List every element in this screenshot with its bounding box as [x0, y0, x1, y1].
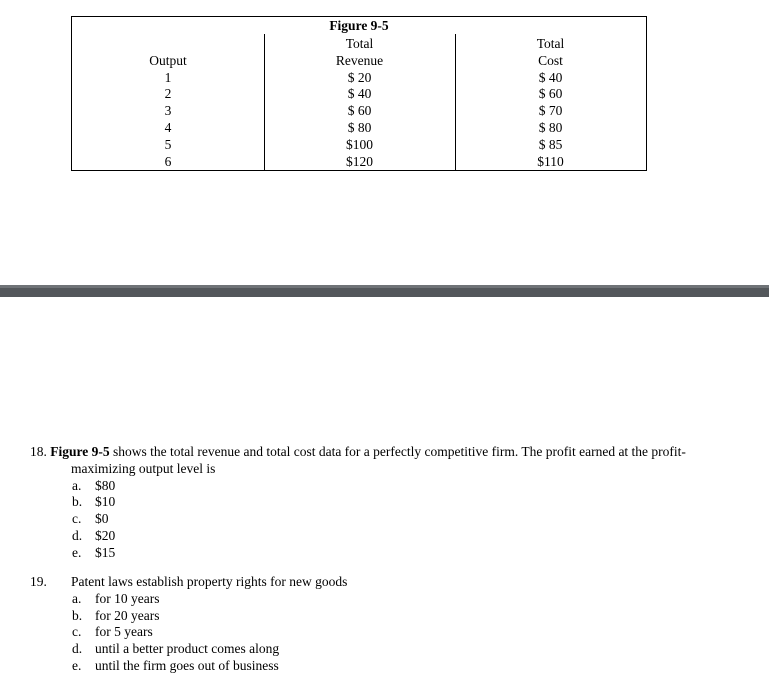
- table-cell: $ 80: [347, 119, 372, 135]
- question-stem: [30, 444, 750, 478]
- page-separator-bar: [0, 285, 769, 297]
- table-cell: $ 80: [538, 119, 563, 135]
- figure-title: Figure 9-5: [329, 18, 389, 33]
- table-cell: $ 60: [538, 86, 563, 102]
- option-letter: c.: [72, 511, 82, 527]
- option-text: for 20 years: [95, 607, 160, 623]
- column-header-line: Revenue: [335, 52, 384, 68]
- question-number: 18.: [30, 444, 47, 459]
- option-letter: e.: [72, 544, 82, 560]
- option-letter: a.: [72, 590, 82, 606]
- answer-option[interactable]: [30, 591, 750, 608]
- table-cell: $ 20: [347, 69, 372, 85]
- option-text: until the firm goes out of business: [95, 657, 279, 673]
- output-column: [72, 36, 264, 170]
- figure-reference: Figure 9-5: [50, 444, 110, 459]
- question-19: [30, 574, 750, 675]
- option-letter: a.: [72, 477, 82, 493]
- option-letter: b.: [72, 607, 83, 623]
- option-text: $0: [95, 511, 109, 527]
- question-number: 19.: [30, 574, 47, 589]
- option-text: until a better product comes along: [95, 641, 280, 657]
- option-text: $10: [95, 494, 116, 510]
- option-letter: e.: [72, 657, 82, 673]
- table-cell: 3: [164, 103, 172, 119]
- answer-option[interactable]: [30, 494, 750, 511]
- column-header-line: Cost: [538, 52, 563, 68]
- table-cell: 2: [164, 86, 172, 102]
- answer-option[interactable]: [30, 641, 750, 658]
- question-stem: [30, 574, 750, 591]
- column-header-line: Total: [536, 36, 565, 51]
- table-cell: 1: [164, 69, 172, 85]
- question-text: Patent laws establish property rights for new goods: [71, 574, 348, 589]
- total-revenue-column: [264, 36, 455, 170]
- option-text: $20: [95, 527, 116, 543]
- option-letter: d.: [72, 641, 83, 657]
- table-cell: 4: [164, 119, 172, 135]
- option-text: for 5 years: [95, 624, 153, 640]
- answer-option[interactable]: [30, 478, 750, 495]
- column-header-line: Total: [345, 36, 374, 51]
- table-cell: 6: [164, 153, 172, 169]
- table-cell: 5: [164, 136, 172, 152]
- table-cell: $ 60: [347, 103, 372, 119]
- answer-option[interactable]: [30, 511, 750, 528]
- answer-option[interactable]: [30, 528, 750, 545]
- total-cost-column: [455, 36, 646, 170]
- answer-options: [30, 478, 750, 562]
- question-text: shows the total revenue and total cost data for a perfectly competitive firm. The profit earned at the profit-maximizing output level is: [71, 444, 686, 476]
- column-header-line: Output: [149, 52, 187, 68]
- answer-option[interactable]: [30, 658, 750, 675]
- option-text: $80: [95, 477, 116, 493]
- table-cell: $100: [346, 136, 373, 152]
- table-cell: $ 40: [347, 86, 372, 102]
- table-cell: $ 40: [538, 69, 563, 85]
- option-letter: d.: [72, 527, 83, 543]
- answer-option[interactable]: [30, 608, 750, 625]
- answer-option[interactable]: [30, 545, 750, 562]
- answer-options: [30, 591, 750, 675]
- option-letter: b.: [72, 494, 83, 510]
- table-cell: $ 70: [538, 103, 563, 119]
- question-18: [30, 444, 750, 562]
- table-cell: $ 85: [538, 136, 563, 152]
- figure-table: [71, 16, 647, 171]
- option-letter: c.: [72, 624, 82, 640]
- table-cell: $110: [537, 153, 564, 169]
- table-cell: $120: [346, 153, 373, 169]
- option-text: $15: [95, 544, 116, 560]
- column-header-line: [72, 36, 264, 53]
- answer-option[interactable]: [30, 624, 750, 641]
- option-text: for 10 years: [95, 590, 160, 606]
